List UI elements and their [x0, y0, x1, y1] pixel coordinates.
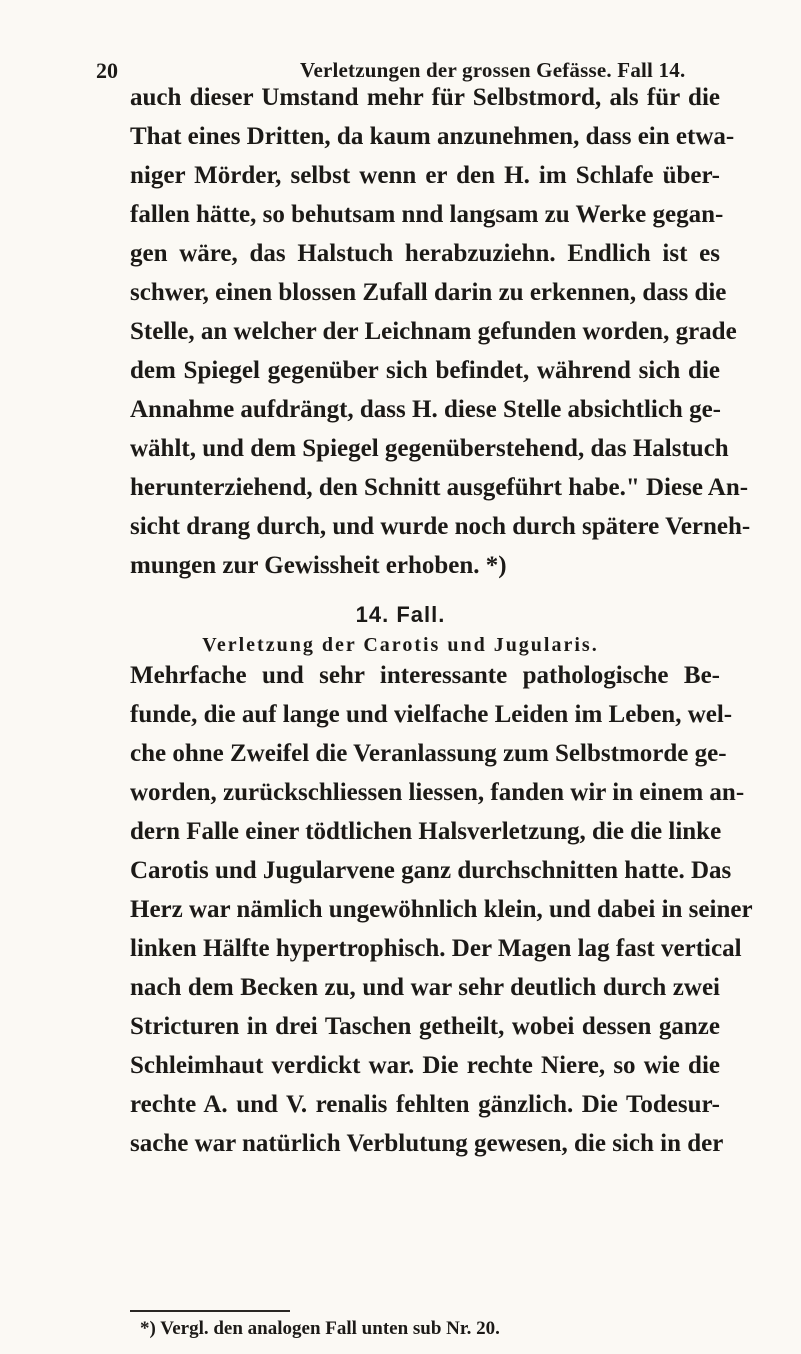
text-line: Schleimhaut verdickt war. Die rechte Niere, so wie die	[130, 1052, 720, 1079]
text-line: Carotis und Jugularvene ganz durchschnitten hatte. Das	[130, 857, 732, 884]
text-line: Herz war nämlich ungewöhnlich klein, und dabei in seiner	[130, 896, 753, 923]
page-number: 20	[96, 58, 118, 83]
text-line: rechte A. und V. renalis fehlten gänzlich. Die Todesur-	[130, 1091, 720, 1118]
text-line: linken Hälfte hypertrophisch. Der Magen lag fast vertical	[130, 935, 742, 962]
text-line: Annahme aufdrängt, dass H. diese Stelle absichtlich ge-	[130, 396, 722, 423]
text-line: herunterziehend, den Schnitt ausgeführt habe." Diese An-	[130, 474, 749, 501]
text-line: Stelle, an welcher der Leichnam gefunden worden, grade	[130, 318, 737, 345]
text-line: schwer, einen blossen Zufall darin zu erkennen, dass die	[130, 279, 727, 306]
footnote-rule	[130, 1310, 290, 1312]
text-line: auch dieser Umstand mehr für Selbstmord, als für die	[130, 84, 720, 111]
text-line: gen wäre, das Halstuch herabzuziehn. Endlich ist es	[130, 240, 720, 267]
text-line: Mehrfache und sehr interessante pathologische Be-	[130, 662, 720, 689]
case-heading: 14. Fall.	[355, 602, 446, 627]
text-line: That eines Dritten, da kaum anzunehmen, dass ein etwa-	[130, 123, 735, 150]
text-line: sicht drang durch, und wurde noch durch spätere Verneh-	[130, 513, 751, 540]
text-line: mungen zur Gewissheit erhoben. *)	[130, 552, 507, 579]
text-line: funde, die auf lange und vielfache Leiden im Leben, wel-	[130, 701, 733, 728]
text-line: dern Falle einer tödtlichen Halsverletzung, die die linke	[130, 818, 722, 845]
text-line: dem Spiegel gegenüber sich befindet, während sich die	[130, 357, 720, 384]
running-title: Verletzungen der grossen Gefässe. Fall 14.	[300, 58, 686, 82]
text-line: che ohne Zweifel die Veranlassung zum Selbstmorde ge-	[130, 740, 727, 767]
text-line: wählt, und dem Spiegel gegenüberstehend, das Halstuch	[130, 435, 729, 462]
text-line: sache war natürlich Verblutung gewesen, die sich in der	[130, 1130, 724, 1157]
text-block-continued	[130, 78, 751, 585]
text-line: niger Mörder, selbst wenn er den H. im Schlafe über-	[130, 162, 720, 189]
footnote: *) Vergl. den analogen Fall unten sub Nr. 20.	[140, 1318, 500, 1339]
case-subtitle: Verletzung der Carotis und Jugularis.	[202, 634, 599, 656]
text-line: worden, zurückschliessen liessen, fanden wir in einem an-	[130, 779, 745, 806]
text-line: Stricturen in drei Taschen getheilt, wobei dessen ganze	[130, 1013, 720, 1040]
text-block-case-14	[130, 656, 753, 1163]
text-line: nach dem Becken zu, und war sehr deutlich durch zwei	[130, 974, 720, 1001]
text-line: fallen hätte, so behutsam nnd langsam zu Werke gegan-	[130, 201, 724, 228]
